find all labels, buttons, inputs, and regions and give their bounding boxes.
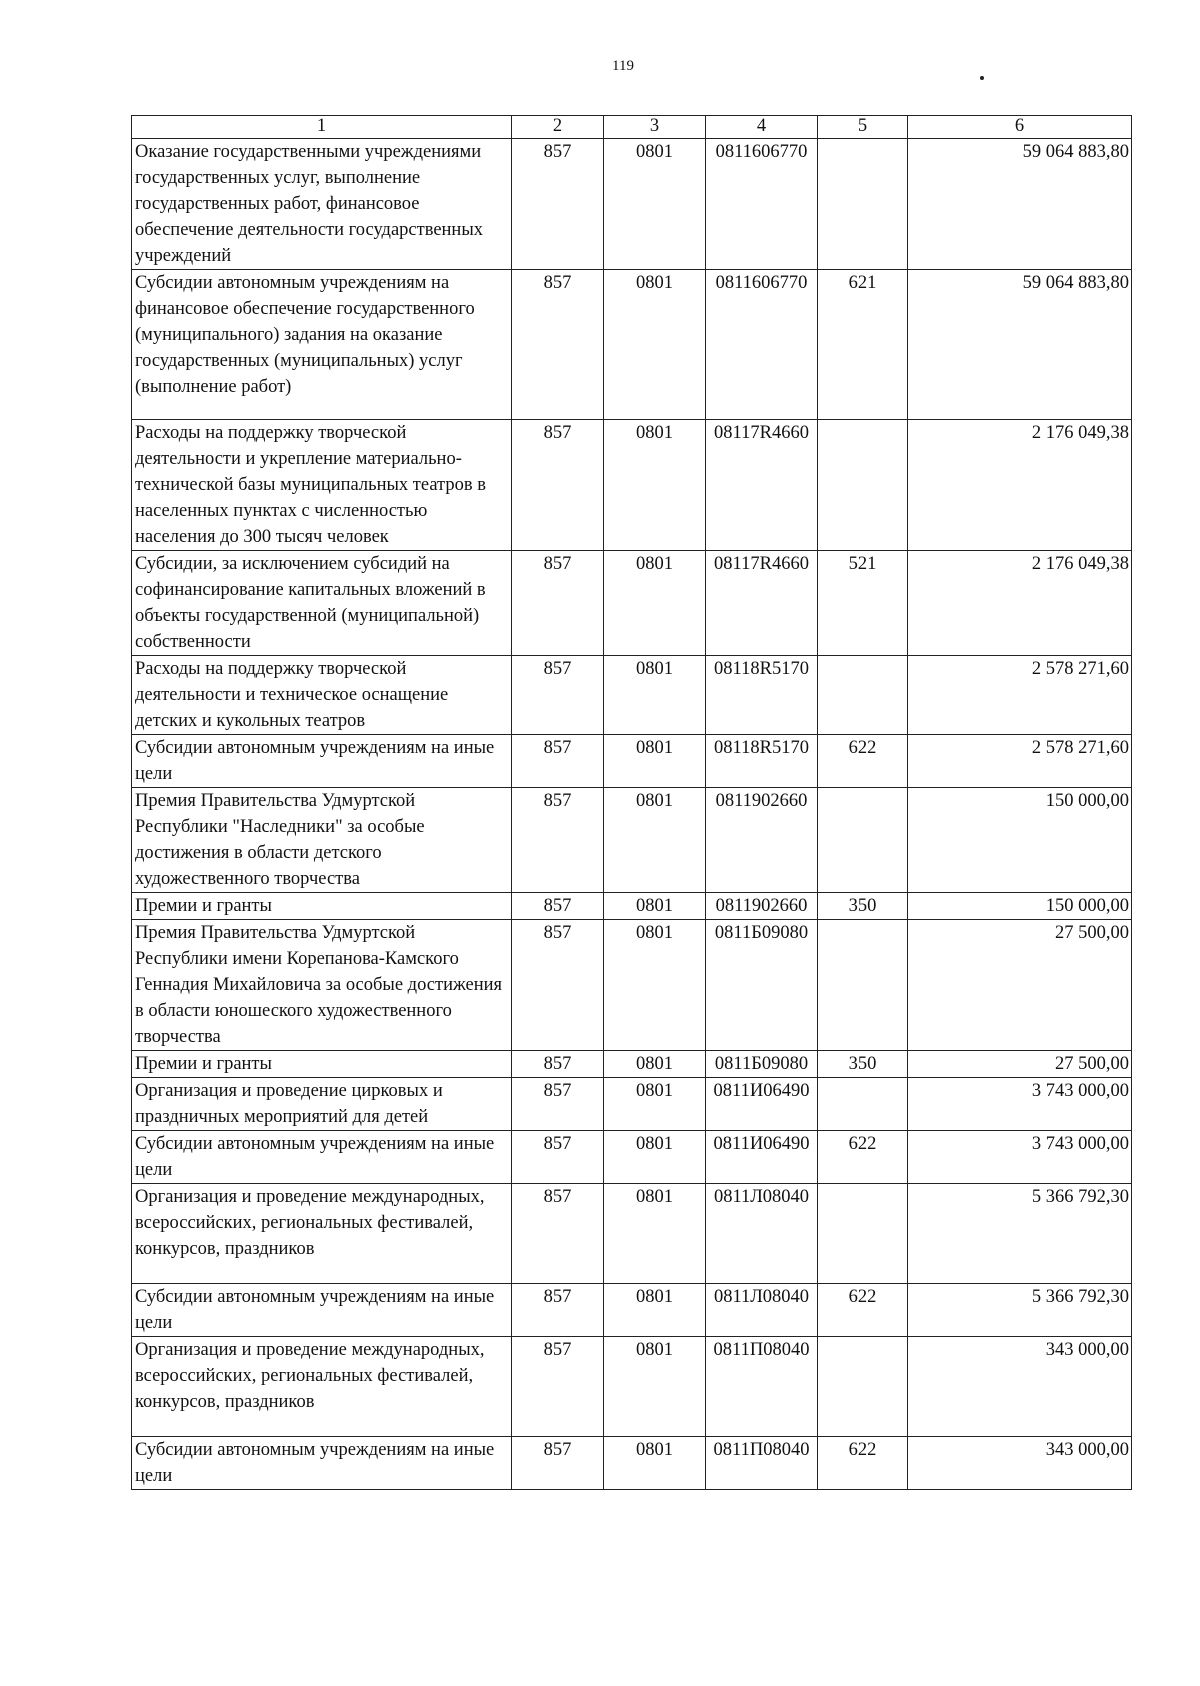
table-row	[132, 656, 1132, 735]
row-col5-cell	[818, 1078, 908, 1131]
row-col4-cell: 0811И06490	[706, 1131, 818, 1184]
row-col3-cell: 0801	[604, 1051, 706, 1078]
row-name-cell: Премия Правительства Удмуртской Республики имени Корепанова-Камского Геннадия Михайловича за особые достижения в области юношеского художественного творчества	[132, 920, 512, 1051]
table-row	[132, 270, 1132, 420]
row-name-cell: Премия Правительства Удмуртской Республики "Наследники" за особые достижения в области детского художественного творчества	[132, 788, 512, 893]
row-col3-cell: 0801	[604, 1284, 706, 1337]
row-col2-cell: 857	[512, 1131, 604, 1184]
row-col4-cell: 0811П08040	[706, 1337, 818, 1437]
row-col2-cell: 857	[512, 1051, 604, 1078]
col-header-6: 6	[908, 116, 1132, 139]
row-name-cell: Субсидии автономным учреждениям на иные цели	[132, 735, 512, 788]
row-amount-cell: 2 578 271,60	[908, 656, 1132, 735]
col-header-4: 4	[706, 116, 818, 139]
row-amount-cell: 27 500,00	[908, 1051, 1132, 1078]
row-col3-cell: 0801	[604, 735, 706, 788]
row-name-cell: Организация и проведение цирковых и праздничных мероприятий для детей	[132, 1078, 512, 1131]
row-col5-cell: 621	[818, 270, 908, 420]
row-col3-cell: 0801	[604, 893, 706, 920]
row-col3-cell: 0801	[604, 1437, 706, 1490]
row-col3-cell: 0801	[604, 920, 706, 1051]
row-col2-cell: 857	[512, 920, 604, 1051]
table-row	[132, 1437, 1132, 1490]
row-col4-cell: 0811902660	[706, 893, 818, 920]
table-header	[132, 116, 1132, 139]
row-col3-cell: 0801	[604, 656, 706, 735]
table-row	[132, 893, 1132, 920]
row-col4-cell: 08118R5170	[706, 656, 818, 735]
row-col2-cell: 857	[512, 139, 604, 270]
row-col2-cell: 857	[512, 1337, 604, 1437]
row-amount-cell: 2 176 049,38	[908, 551, 1132, 656]
row-col4-cell: 0811606770	[706, 139, 818, 270]
table-row	[132, 139, 1132, 270]
row-col3-cell: 0801	[604, 139, 706, 270]
row-name-cell: Субсидии автономным учреждениям на финансовое обеспечение государственного (муниципального) задания на оказание государственных (муниципальных) услуг (выполнение работ)	[132, 270, 512, 420]
row-col4-cell: 0811И06490	[706, 1078, 818, 1131]
row-col3-cell: 0801	[604, 420, 706, 551]
table-row	[132, 1284, 1132, 1337]
row-col3-cell: 0801	[604, 551, 706, 656]
row-name-cell: Расходы на поддержку творческой деятельности и укрепление материально-технической базы муниципальных театров в населенных пунктах с численностью населения до 300 тысяч человек	[132, 420, 512, 551]
row-name-cell: Расходы на поддержку творческой деятельности и техническое оснащение детских и кукольных театров	[132, 656, 512, 735]
row-col2-cell: 857	[512, 420, 604, 551]
row-amount-cell: 59 064 883,80	[908, 270, 1132, 420]
row-amount-cell: 2 578 271,60	[908, 735, 1132, 788]
row-col2-cell: 857	[512, 1437, 604, 1490]
row-col2-cell: 857	[512, 735, 604, 788]
row-col5-cell: 350	[818, 893, 908, 920]
row-col3-cell: 0801	[604, 1078, 706, 1131]
row-amount-cell: 150 000,00	[908, 788, 1132, 893]
table-row	[132, 1051, 1132, 1078]
row-col2-cell: 857	[512, 656, 604, 735]
row-col3-cell: 0801	[604, 1184, 706, 1284]
row-name-cell: Субсидии автономным учреждениям на иные цели	[132, 1437, 512, 1490]
row-name-cell: Премии и гранты	[132, 893, 512, 920]
table-row	[132, 1337, 1132, 1437]
row-amount-cell: 59 064 883,80	[908, 139, 1132, 270]
row-name-cell: Субсидии автономным учреждениям на иные цели	[132, 1131, 512, 1184]
row-amount-cell: 2 176 049,38	[908, 420, 1132, 551]
row-col2-cell: 857	[512, 1284, 604, 1337]
row-col3-cell: 0801	[604, 788, 706, 893]
table-row	[132, 1131, 1132, 1184]
row-col4-cell: 08117R4660	[706, 551, 818, 656]
row-col5-cell	[818, 1337, 908, 1437]
row-col2-cell: 857	[512, 1078, 604, 1131]
row-name-cell: Организация и проведение международных, всероссийских, региональных фестивалей, конкурсов, праздников	[132, 1337, 512, 1437]
row-col2-cell: 857	[512, 270, 604, 420]
row-amount-cell: 27 500,00	[908, 920, 1132, 1051]
row-col5-cell	[818, 1184, 908, 1284]
row-amount-cell: 343 000,00	[908, 1337, 1132, 1437]
row-col5-cell	[818, 656, 908, 735]
row-amount-cell: 3 743 000,00	[908, 1078, 1132, 1131]
table-row	[132, 788, 1132, 893]
row-col5-cell: 622	[818, 1284, 908, 1337]
row-name-cell: Организация и проведение международных, всероссийских, региональных фестивалей, конкурсов, праздников	[132, 1184, 512, 1284]
row-col3-cell: 0801	[604, 1337, 706, 1437]
row-col4-cell: 0811606770	[706, 270, 818, 420]
row-name-cell: Оказание государственными учреждениями государственных услуг, выполнение государственных работ, финансовое обеспечение деятельности государственных учреждений	[132, 139, 512, 270]
page-number: 119	[612, 58, 634, 74]
row-col4-cell: 08118R5170	[706, 735, 818, 788]
row-amount-cell: 343 000,00	[908, 1437, 1132, 1490]
row-name-cell: Субсидии автономным учреждениям на иные цели	[132, 1284, 512, 1337]
col-header-3: 3	[604, 116, 706, 139]
col-header-1: 1	[132, 116, 512, 139]
row-col4-cell: 0811Л08040	[706, 1184, 818, 1284]
row-col4-cell: 0811Б09080	[706, 920, 818, 1051]
col-header-2: 2	[512, 116, 604, 139]
row-col4-cell: 08117R4660	[706, 420, 818, 551]
row-col2-cell: 857	[512, 551, 604, 656]
row-col5-cell: 622	[818, 735, 908, 788]
row-col5-cell: 350	[818, 1051, 908, 1078]
row-name-cell: Премии и гранты	[132, 1051, 512, 1078]
row-col4-cell: 0811Л08040	[706, 1284, 818, 1337]
row-col4-cell: 0811902660	[706, 788, 818, 893]
row-amount-cell: 5 366 792,30	[908, 1184, 1132, 1284]
row-col2-cell: 857	[512, 1184, 604, 1284]
col-header-5: 5	[818, 116, 908, 139]
header-row	[132, 116, 1132, 139]
row-col5-cell	[818, 420, 908, 551]
table-row	[132, 735, 1132, 788]
row-col2-cell: 857	[512, 893, 604, 920]
table-row	[132, 1184, 1132, 1284]
row-amount-cell: 5 366 792,30	[908, 1284, 1132, 1337]
table-row	[132, 551, 1132, 656]
row-name-cell: Субсидии, за исключением субсидий на софинансирование капитальных вложений в объекты государственной (муниципальной) собственности	[132, 551, 512, 656]
row-col5-cell: 521	[818, 551, 908, 656]
table-row	[132, 920, 1132, 1051]
scan-speck	[980, 76, 984, 80]
table-row	[132, 1078, 1132, 1131]
table-row	[132, 420, 1132, 551]
row-col5-cell	[818, 920, 908, 1051]
row-col5-cell	[818, 139, 908, 270]
row-col4-cell: 0811П08040	[706, 1437, 818, 1490]
row-col5-cell: 622	[818, 1437, 908, 1490]
row-col2-cell: 857	[512, 788, 604, 893]
row-col5-cell	[818, 788, 908, 893]
row-amount-cell: 150 000,00	[908, 893, 1132, 920]
row-col4-cell: 0811Б09080	[706, 1051, 818, 1078]
row-col3-cell: 0801	[604, 270, 706, 420]
budget-table	[131, 115, 1132, 1490]
row-col3-cell: 0801	[604, 1131, 706, 1184]
row-amount-cell: 3 743 000,00	[908, 1131, 1132, 1184]
row-col5-cell: 622	[818, 1131, 908, 1184]
table-body	[132, 139, 1132, 1490]
